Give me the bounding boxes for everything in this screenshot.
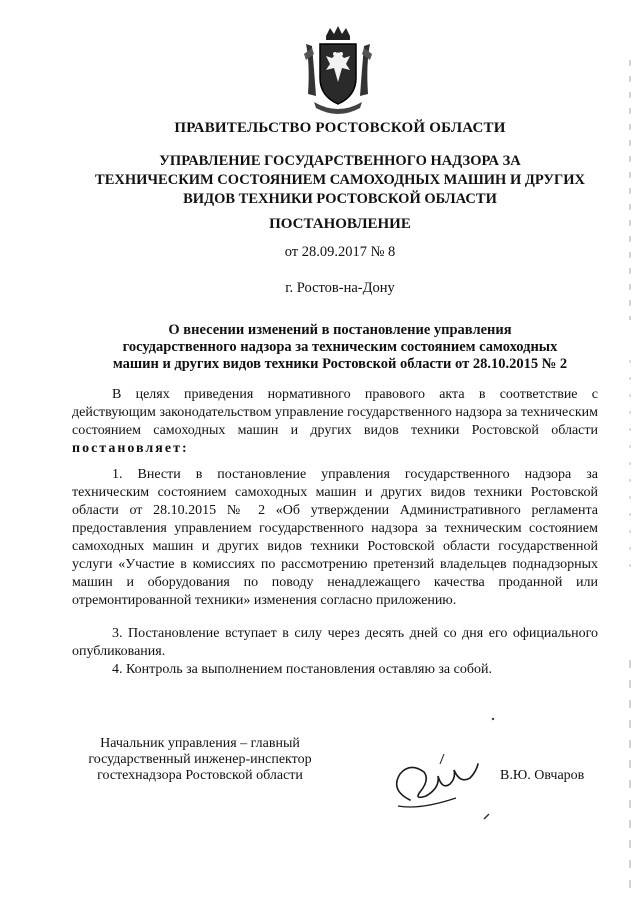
scan-edge-mark: [628, 60, 632, 900]
signer-position-line: государственный инженер-инспектор: [88, 752, 312, 767]
signer-position-line: Начальник управления – главный: [100, 736, 300, 751]
item-4-paragraph: 4. Контроль за выполнением постановления оставляю за собой.: [112, 662, 492, 677]
document-date-number: от 28.09.2017 № 8: [284, 244, 396, 260]
signer-position-line: гостехнадзора Ростовской области: [97, 768, 303, 783]
document-type: ПОСТАНОВЛЕНИЕ: [269, 216, 411, 232]
department-title: [60, 152, 620, 209]
item-1-paragraph: 1. Внести в постановление управления государственного надзора за техническим состоянием самоходных машин и других видов техники Ростовской области от 28.10.2015 № 2 «Об утверждении Административного регламента предоставления управлением государственного надзора за техническим состоянием самоходных машин и других видов техники Ростовской области государственной услуги «Участие в комиссиях по рассмотрению претензий владельцев поднадзорных машин и оборудования по поводу ненадлежащего качества проданной или отремонтированной техники» изменения согласно приложению.: [72, 467, 598, 608]
department-line: УПРАВЛЕНИЕ ГОСУДАРСТВЕННОГО НАДЗОРА ЗА: [159, 153, 521, 169]
department-line: ВИДОВ ТЕХНИКИ РОСТОВСКОЙ ОБЛАСТИ: [183, 191, 497, 207]
subject-line: О внесении изменений в постановление управления: [168, 322, 512, 338]
subject-line: государственного надзора за техническим состоянием самоходных: [122, 339, 558, 355]
scan-speck: [483, 812, 491, 820]
scan-speck: [490, 716, 496, 722]
signer-name: В.Ю. Овчаров: [500, 768, 585, 783]
signer-position: [60, 736, 340, 784]
preamble-paragraph: [72, 386, 598, 458]
subject-line: машин и других видов техники Ростовской области от 28.10.2015 № 2: [112, 356, 568, 372]
organization-title: ПРАВИТЕЛЬСТВО РОСТОВСКОЙ ОБЛАСТИ: [174, 120, 506, 136]
item-3-paragraph: 3. Постановление вступает в силу через десять дней со дня его официального опубликования.: [72, 626, 598, 659]
coat-of-arms-emblem: [302, 24, 374, 116]
document-city: г. Ростов-на-Дону: [285, 280, 395, 296]
document-subject: [60, 322, 620, 373]
decree-word: постановляет:: [72, 441, 189, 456]
department-line: ТЕХНИЧЕСКИМ СОСТОЯНИЕМ САМОХОДНЫХ МАШИН И ДРУГИХ: [95, 172, 585, 188]
preamble-text: В целях приведения нормативного правового акта в соответствие с действующим законодательством управление государственного надзора за техническим состоянием самоходных машин и других видов техники Ростовской области: [72, 387, 598, 438]
handwritten-signature: [380, 750, 500, 820]
